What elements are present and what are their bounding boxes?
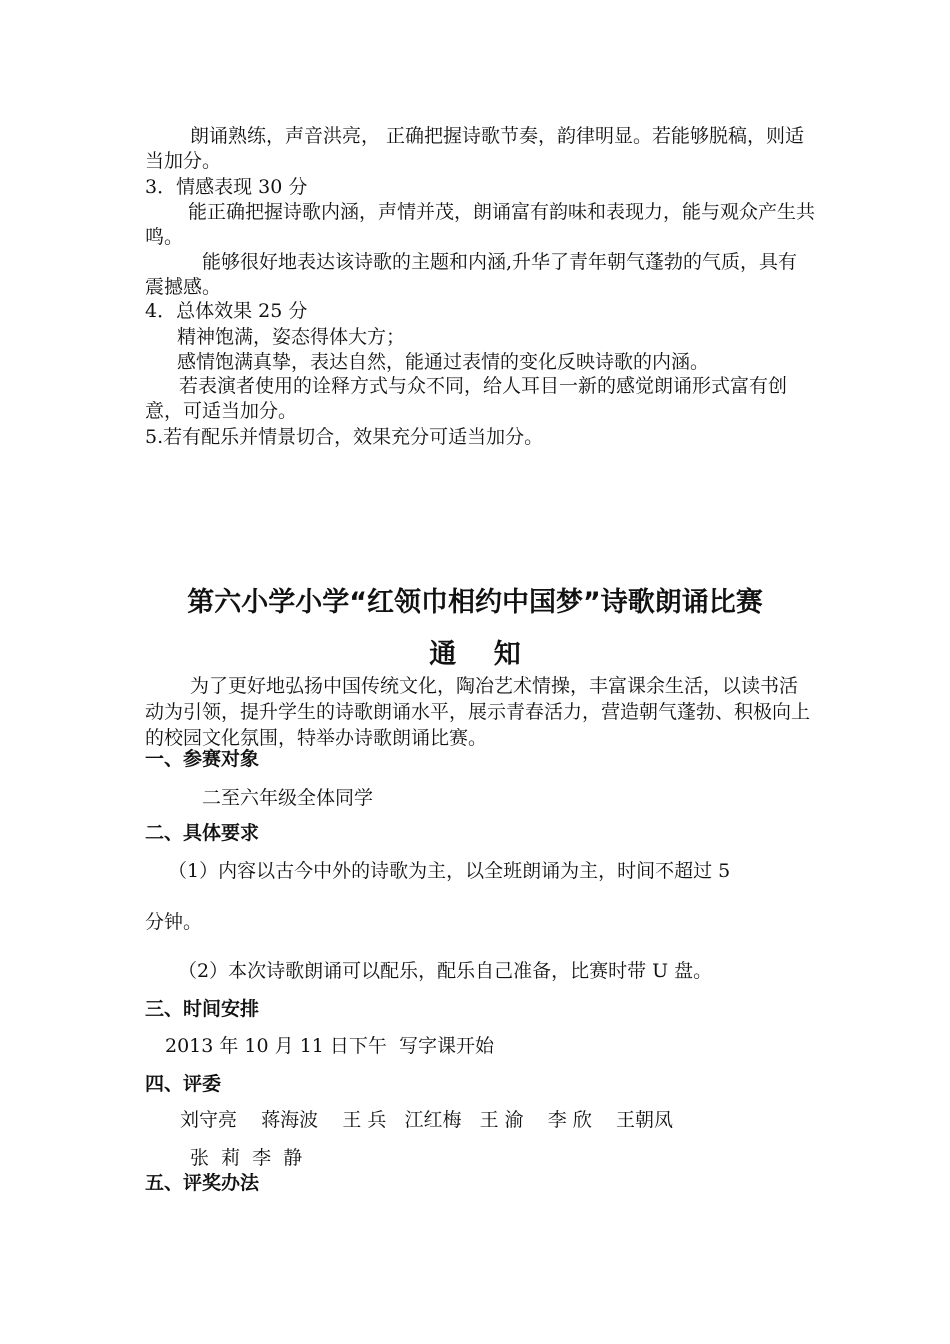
notice-subtitle: 通 知 — [429, 639, 521, 670]
section-3-heading: 三、时间安排 — [145, 998, 260, 1020]
criteria-fluency-paragraph: 朗诵熟练，声音洪亮， 正确把握诗歌节奏，韵律明显。若能够脱稿，则适当加分。 — [145, 125, 805, 172]
criteria-overall-heading: 4．总体效果 25 分 — [145, 300, 308, 322]
notice-title: 第六小学小学“红领巾相约中国梦”诗歌朗诵比赛 — [187, 587, 763, 618]
notice-intro-paragraph: 为了更好地弘扬中国传统文化，陶冶艺术情操，丰富课余生活，以读书活动为引领，提升学生的诗歌朗诵水平，展示青春活力，营造朝气蓬勃、积极向上的校园文化氛围，特举办诗歌朗诵比赛。 — [145, 675, 811, 749]
section-3-body: 2013 年 10 月 11 日下午 写字课开始 — [165, 1035, 494, 1057]
criteria-emotion-paragraph-2: 能够很好地表达该诗歌的主题和内涵,升华了青年朝气蓬勃的气质，具有震撼感。 — [145, 251, 798, 298]
section-2-item-1-continued: 分钟。 — [145, 911, 203, 933]
judges-line-1: 刘守亮 蒋海波 王 兵 江红梅 王 渝 李 欣 王朝凤 — [180, 1109, 673, 1131]
section-5-heading: 五、评奖办法 — [145, 1172, 260, 1194]
criteria-emotion-paragraph-1: 能正确把握诗歌内涵，声情并茂，朗诵富有韵味和表现力，能与观众产生共鸣。 — [145, 201, 816, 248]
criteria-music-note: 5.若有配乐并情景切合，效果充分可适当加分。 — [145, 426, 544, 448]
section-1-heading: 一、参赛对象 — [145, 748, 260, 770]
section-2-heading: 二、具体要求 — [145, 822, 260, 844]
criteria-overall-item-2: 感情饱满真挚，表达自然，能通过表情的变化反映诗歌的内涵。 — [177, 351, 710, 373]
judges-line-2: 张 莉 李 静 — [190, 1147, 303, 1169]
criteria-emotion-heading: 3．情感表现 30 分 — [145, 176, 308, 198]
section-1-body: 二至六年级全体同学 — [202, 787, 374, 809]
section-4-heading: 四、评委 — [145, 1073, 222, 1095]
criteria-overall-item-3: 若表演者使用的诠释方式与众不同，给人耳目一新的感觉朗诵形式富有创意，可适当加分。 — [145, 375, 788, 422]
criteria-overall-item-1: 精神饱满，姿态得体大方； — [177, 326, 406, 348]
section-2-item-1: （1）内容以古今中外的诗歌为主，以全班朗诵为主，时间不超过 5 — [168, 860, 731, 882]
section-2-item-2: （2）本次诗歌朗诵可以配乐，配乐自己准备，比赛时带 U 盘。 — [178, 960, 713, 982]
